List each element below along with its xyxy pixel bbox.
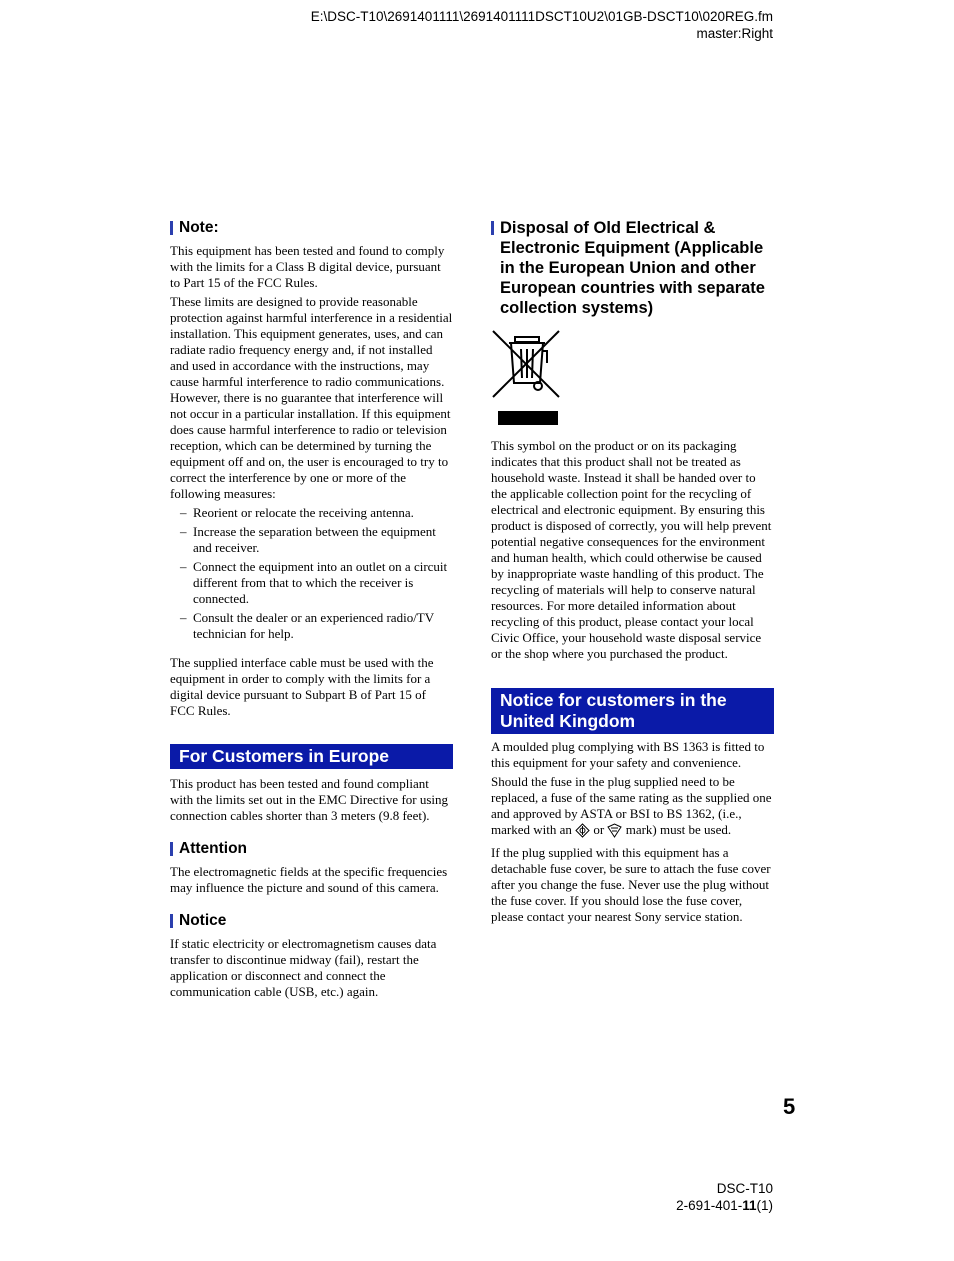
model-number: DSC-T10 (716, 1181, 773, 1196)
master-page-label: master:Right (696, 26, 773, 41)
europe-section-title: For Customers in Europe (170, 744, 453, 769)
page-footer (676, 1180, 773, 1214)
list-item: – Connect the equipment into an outlet on a circuit different from that to which the receiver is connected. (170, 559, 453, 607)
page-header (311, 8, 773, 42)
note-paragraph-2: These limits are designed to provide reasonable protection against harmful interference in a residential installation. This equipment generates, uses, and can radiate radio frequency energy and, if not installed and used in accordance with the instructions, may cause harmful interference to radio communications. However, there is no guarantee that interference will not occur in a particular installation. If this equipment does cause harmful interference to radio or television reception, which can be determined by turning the equipment off and on, the user is encouraged to try to correct the interference by one or more of the following measures: (170, 294, 453, 501)
right-column (491, 218, 774, 928)
uk-section-title: Notice for customers in the United Kingdom (491, 688, 774, 734)
bsi-kitemark-icon (607, 823, 622, 842)
note-paragraph-3: The supplied interface cable must be used with the equipment in order to comply with the limits for a digital device pursuant to Subpart B of Part 15 of FCC Rules. (170, 655, 434, 718)
notice-heading: Notice (170, 911, 453, 931)
uk-paragraph-1: A moulded plug complying with BS 1363 is fitted to this equipment for your safety and convenience. (491, 739, 765, 770)
weee-symbol-icon (491, 323, 571, 428)
measures-list (170, 505, 453, 642)
code-bold: 11 (742, 1198, 757, 1213)
left-column (170, 218, 453, 1003)
page-number: 5 (783, 1094, 796, 1119)
list-item: – Reorient or relocate the receiving antenna. (170, 505, 453, 521)
asta-mark-icon (575, 823, 590, 842)
list-item: – Increase the separation between the equipment and receiver. (170, 524, 453, 556)
disposal-paragraph: This symbol on the product or on its packaging indicates that this product shall not be treated as household waste. Instead it shall be handed over to the applicable collection point for the recycling of electrical and electronic equipment. By ensuring this product is disposed of correctly, you will help prevent potential negative consequences for the environment and human health, which could otherwise be caused by inappropriate waste handling of this product. The recycling of materials will help to conserve natural resources. For more detailed information about recycling of this product, please contact your local Civic Office, your household waste disposal service or the shop where you purchased the product. (491, 438, 772, 661)
europe-paragraph: This product has been tested and found compliant with the limits set out in the EMC Directive for using connection cables shorter than 3 meters (9.8 feet). (170, 776, 449, 823)
code-prefix: 2-691-401- (676, 1198, 743, 1213)
attention-heading: Attention (170, 839, 453, 859)
uk-paragraph-2-end: mark) must be used. (625, 822, 732, 837)
list-item: – Consult the dealer or an experienced radio/TV technician for help. (170, 610, 453, 642)
uk-paragraph-3: If the plug supplied with this equipment has a detachable fuse cover, be sure to attach the fuse cover after you change the fuse. Never use the plug without the fuse cover. If you should lose the fuse cover, please contact your nearest Sony service station. (491, 845, 771, 924)
note-paragraph-1: This equipment has been tested and found to comply with the limits for a Class B digital device, pursuant to Part 15 of the FCC Rules. (170, 243, 445, 290)
code-suffix: (1) (756, 1198, 773, 1213)
uk-paragraph-2-or: or (593, 822, 605, 837)
uk-paragraph-2-start: Should the fuse in the plug supplied need to be replaced, a fuse of the same rating as the supplied one and approved by ASTA or BSI to BS 1362, (i.e., marked with an (491, 774, 772, 837)
uk-paragraph-2 (491, 774, 774, 842)
disposal-heading: Disposal of Old Electrical & Electronic Equipment (Applicable in the European Union and other European countries with separate collection systems) (491, 218, 774, 318)
attention-paragraph: The electromagnetic fields at the specific frequencies may influence the picture and sound of this camera. (170, 864, 448, 895)
notice-paragraph: If static electricity or electromagnetism causes data transfer to discontinue midway (fail), restart the application or disconnect and connect the communication cable (USB, etc.) again. (170, 936, 437, 999)
note-heading: Note: (170, 218, 453, 238)
file-path: E:\DSC-T10\2691401111\2691401111DSCT10U2\01GB-DSCT10\020REG.fm (310, 9, 773, 24)
document-code (676, 1197, 773, 1214)
